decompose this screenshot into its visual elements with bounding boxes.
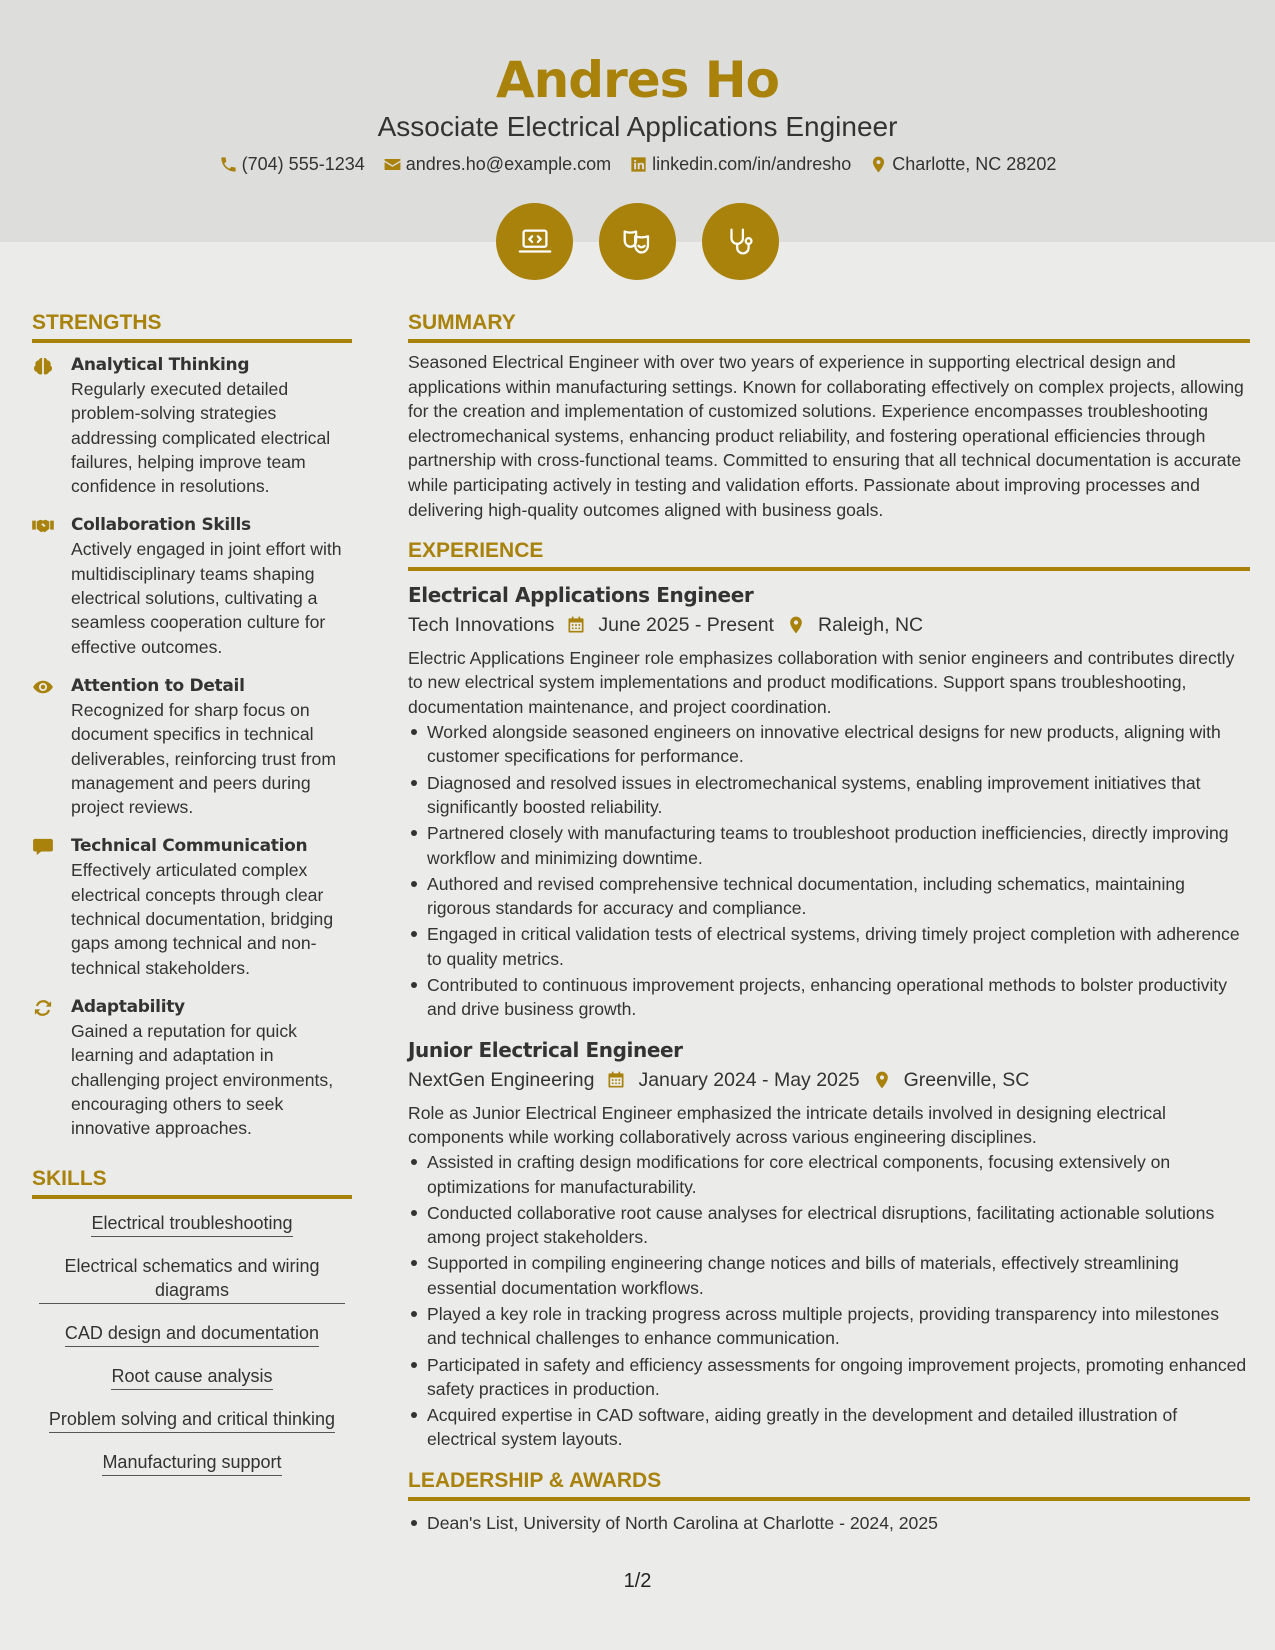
eye-icon — [32, 678, 54, 696]
bullet-item: Conducted collaborative root cause analyses for electrical disruptions, facilitating actionable solutions among project stakeholders. — [408, 1201, 1250, 1250]
summary-text: Seasoned Electrical Engineer with over two years of experience in supporting electrical design and applications within manufacturing settings. Known for collaborating effectively on complex projects, allowing for the creation and implementation of customized solutions. Experience encompasses troubleshooting electromechanical systems, enhancing product reliability, and fostering operational efficiencies through partnership with cross-functional teams. Committed to ensuring that all technical documentation is accurate while participating actively in testing and validation efforts. Passionate about improving processes and delivering high-quality outcomes aligned with business goals. — [408, 352, 1244, 520]
job-description: Electric Applications Engineer role emphasizes collaboration with senior engineers and contributes directly to new electrical system implementations and product modifications. Support spans troubleshooting, documentation maintenance, and project coordination. — [408, 648, 1235, 717]
stethoscope-icon — [722, 223, 760, 261]
sync-icon — [32, 999, 54, 1017]
strength-item — [32, 513, 352, 658]
strength-name: Collaboration Skills — [71, 515, 251, 536]
job-title: Electrical Applications Engineer — [408, 583, 754, 608]
comment-icon — [32, 838, 54, 856]
leadership-heading: LEADERSHIP & AWARDS — [408, 1466, 1250, 1501]
contact-bar — [0, 152, 1275, 176]
contact-phone-text: (704) 555-1234 — [241, 154, 365, 174]
bullet-item: Partnered closely with manufacturing teams to troubleshoot production inefficiencies, directly improving workflow and minimizing downtime. — [408, 821, 1250, 870]
contact-location — [869, 152, 1056, 176]
linkedin-icon — [629, 155, 648, 174]
leadership-list — [408, 1511, 1250, 1535]
hobby-circle-stethoscope — [702, 203, 779, 280]
experience-heading: EXPERIENCE — [408, 536, 1250, 571]
strength-description: Gained a reputation for quick learning and adaptation in challenging project environments, encouraging others to seek innovative approaches. — [71, 1020, 334, 1139]
strength-name: Adaptability — [71, 996, 185, 1017]
bullet-item: Supported in compiling engineering change notices and bills of materials, effectively streamlining essential documentation workflows. — [408, 1251, 1250, 1300]
calendar-icon — [606, 1070, 626, 1090]
strength-item — [32, 353, 352, 498]
strengths-heading: STRENGTHS — [32, 308, 352, 343]
job-location: Raleigh, NC — [817, 614, 924, 637]
summary-heading: SUMMARY — [408, 308, 1250, 343]
skill-item: Manufacturing support — [102, 1450, 281, 1476]
skill-item: Electrical schematics and wiring diagrams — [39, 1254, 345, 1304]
bullet-item: Authored and revised comprehensive technical documentation, including schematics, maintaining rigorous standards for accuracy and compliance. — [408, 872, 1250, 921]
bullet-item: Played a key role in tracking progress across multiple projects, providing transparency into milestones and technical challenges to enhance communication. — [408, 1302, 1250, 1351]
hobby-circle-laptop — [496, 203, 573, 280]
award-item: Dean's List, University of North Carolina at Charlotte - 2024, 2025 — [408, 1511, 1250, 1535]
contact-linkedin[interactable] — [629, 152, 851, 176]
strength-name: Analytical Thinking — [71, 355, 250, 375]
strength-item — [32, 995, 352, 1140]
bullet-item: Diagnosed and resolved issues in electromechanical systems, enabling improvement initiatives that significantly boosted reliability. — [408, 771, 1250, 820]
map-pin-icon — [869, 155, 888, 174]
job-bullets — [408, 720, 1250, 1022]
theater-masks-icon — [619, 223, 657, 261]
contact-email-text: andres.ho@example.com — [405, 154, 612, 174]
strength-item — [32, 834, 352, 979]
envelope-icon — [383, 155, 402, 174]
job-description: Role as Junior Electrical Engineer emphasized the intricate details involved in designing electrical components while working collaboratively across various engineering disciplines. — [408, 1102, 1166, 1147]
job-company: Tech Innovations — [408, 614, 555, 637]
map-pin-icon — [872, 1070, 892, 1090]
contact-linkedin-text: linkedin.com/in/andresho — [652, 154, 852, 174]
right-column — [408, 308, 1250, 1549]
bullet-item: Contributed to continuous improvement projects, enhancing operational methods to bolster productivity and drive business growth. — [408, 973, 1250, 1022]
candidate-name: Andres Ho — [495, 51, 780, 109]
contact-email[interactable] — [383, 152, 611, 176]
bullet-item: Acquired expertise in CAD software, aiding greatly in the development and detailed illustration of electrical system layouts. — [408, 1403, 1250, 1452]
bullet-item: Worked alongside seasoned engineers on innovative electrical designs for new products, aligning with customer specifications for performance. — [408, 720, 1250, 769]
bullet-item: Participated in safety and efficiency assessments for ongoing improvement projects, promoting enhanced safety practices in production. — [408, 1353, 1250, 1402]
left-column — [32, 308, 352, 1493]
contact-location-text: Charlotte, NC 28202 — [892, 154, 1057, 174]
calendar-icon — [566, 615, 586, 635]
skill-item: CAD design and documentation — [65, 1321, 319, 1347]
handshake-icon — [32, 517, 54, 535]
job-company: NextGen Engineering — [408, 1068, 595, 1091]
strength-name: Technical Communication — [71, 836, 308, 857]
map-pin-icon — [786, 615, 806, 635]
skills-heading: SKILLS — [32, 1164, 352, 1199]
skill-item: Problem solving and critical thinking — [49, 1407, 335, 1433]
job-entry — [408, 581, 1250, 1021]
strength-item — [32, 674, 352, 819]
job-bullets — [408, 1150, 1250, 1452]
job-dates: June 2025 - Present — [598, 614, 774, 637]
contact-phone[interactable] — [219, 152, 365, 176]
hobby-circle-theater — [599, 203, 676, 280]
skill-item: Root cause analysis — [111, 1364, 272, 1390]
job-title-heading: Associate Electrical Applications Engineer — [377, 111, 898, 142]
hobby-icons — [0, 203, 1275, 280]
laptop-code-icon — [516, 223, 554, 261]
strength-description: Regularly executed detailed problem-solving strategies addressing complicated electrical failures, helping improve team confidence in resolutions. — [71, 379, 331, 497]
job-title: Junior Electrical Engineer — [408, 1037, 683, 1062]
job-dates: January 2024 - May 2025 — [638, 1068, 860, 1091]
job-meta — [408, 611, 1250, 639]
bullet-item: Assisted in crafting design modifications for core electrical components, focusing extensively on optimizations for manufacturability. — [408, 1150, 1250, 1199]
strength-description: Recognized for sharp focus on document specifics in technical deliverables, reinforcing trust from management and peers during project reviews. — [71, 699, 336, 818]
strength-name: Attention to Detail — [71, 675, 245, 696]
job-entry — [408, 1036, 1250, 1452]
skill-item: Electrical troubleshooting — [91, 1211, 292, 1237]
bullet-item: Engaged in critical validation tests of electrical systems, driving timely project completion with adherence to quality metrics. — [408, 922, 1250, 971]
skills-list — [32, 1211, 352, 1476]
strength-description: Actively engaged in joint effort with multidisciplinary teams shaping electrical solutions, cultivating a seamless cooperation culture for effective outcomes. — [71, 539, 342, 657]
page-number: 1/2 — [623, 1570, 652, 1592]
strength-description: Effectively articulated complex electrical concepts through clear technical documentation, bridging gaps among technical and non-technical stakeholders. — [71, 860, 334, 978]
job-location: Greenville, SC — [903, 1068, 1030, 1091]
phone-icon — [219, 155, 238, 174]
brain-icon — [32, 357, 54, 375]
job-meta — [408, 1066, 1250, 1094]
